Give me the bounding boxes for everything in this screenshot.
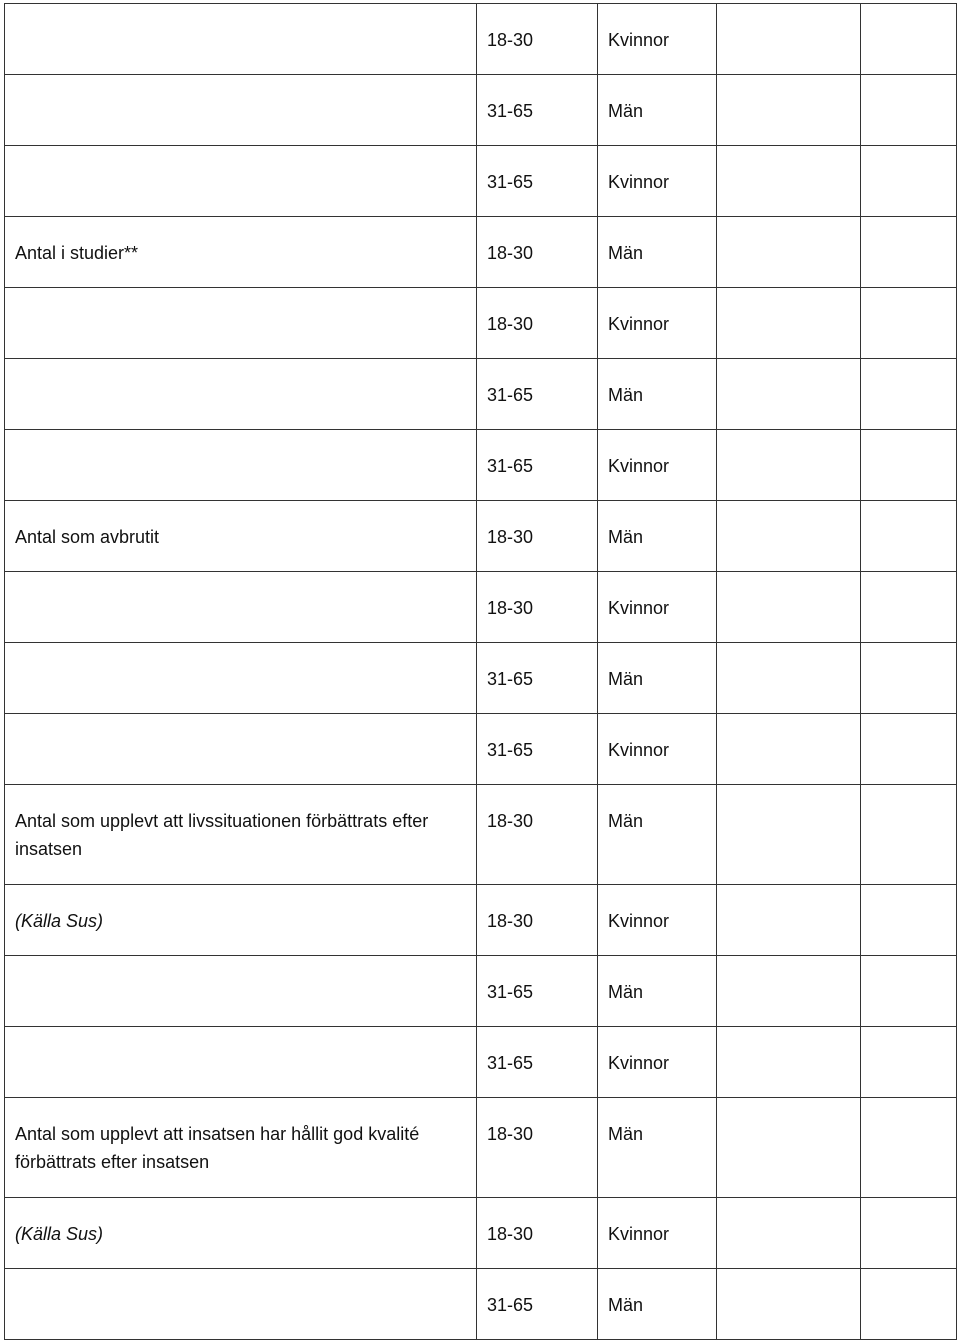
row-label xyxy=(5,1269,477,1340)
table-row xyxy=(5,785,957,885)
row-label: Antal som avbrutit xyxy=(5,501,477,572)
table-row xyxy=(5,572,957,643)
statistics-table xyxy=(4,3,957,1340)
value-cell xyxy=(861,1027,957,1098)
value-cell xyxy=(717,1098,861,1198)
age-cell: 31-65 xyxy=(477,359,598,430)
value-cell xyxy=(861,785,957,885)
row-label: Antal i studier** xyxy=(5,217,477,288)
value-cell xyxy=(861,714,957,785)
table-row xyxy=(5,643,957,714)
value-cell xyxy=(861,956,957,1027)
table-row xyxy=(5,359,957,430)
value-cell xyxy=(717,501,861,572)
age-cell: 31-65 xyxy=(477,956,598,1027)
gender-cell: Kvinnor xyxy=(598,1027,717,1098)
value-cell xyxy=(861,288,957,359)
value-cell xyxy=(861,501,957,572)
value-cell xyxy=(861,1198,957,1269)
value-cell xyxy=(861,1098,957,1198)
table-row xyxy=(5,1198,957,1269)
gender-cell: Kvinnor xyxy=(598,885,717,956)
row-label xyxy=(5,1027,477,1098)
gender-cell: Män xyxy=(598,956,717,1027)
gender-cell: Män xyxy=(598,785,717,885)
value-cell xyxy=(861,75,957,146)
age-cell: 18-30 xyxy=(477,288,598,359)
value-cell xyxy=(717,643,861,714)
age-cell: 18-30 xyxy=(477,572,598,643)
value-cell xyxy=(717,572,861,643)
gender-cell: Män xyxy=(598,75,717,146)
table-row xyxy=(5,956,957,1027)
value-cell xyxy=(717,885,861,956)
age-cell: 31-65 xyxy=(477,714,598,785)
table-row xyxy=(5,4,957,75)
row-label xyxy=(5,430,477,501)
row-label: Antal som upplevt att livssituationen förbättrats efter insatsen xyxy=(5,785,477,885)
table-row xyxy=(5,288,957,359)
age-cell: 31-65 xyxy=(477,146,598,217)
value-cell xyxy=(717,217,861,288)
value-cell xyxy=(717,1198,861,1269)
value-cell xyxy=(717,714,861,785)
gender-cell: Män xyxy=(598,1098,717,1198)
source-note: (Källa Sus) xyxy=(5,1198,477,1269)
value-cell xyxy=(861,643,957,714)
table-row xyxy=(5,501,957,572)
gender-cell: Kvinnor xyxy=(598,1198,717,1269)
row-label xyxy=(5,643,477,714)
table-row xyxy=(5,146,957,217)
value-cell xyxy=(717,785,861,885)
value-cell xyxy=(861,430,957,501)
row-label: Antal som upplevt att insatsen har hållit god kvalité förbättrats efter insatsen xyxy=(5,1098,477,1198)
table-row xyxy=(5,217,957,288)
value-cell xyxy=(861,359,957,430)
age-cell: 31-65 xyxy=(477,1269,598,1340)
table-row xyxy=(5,1269,957,1340)
gender-cell: Män xyxy=(598,643,717,714)
value-cell xyxy=(717,75,861,146)
value-cell xyxy=(861,1269,957,1340)
age-cell: 31-65 xyxy=(477,643,598,714)
row-label xyxy=(5,714,477,785)
table-row xyxy=(5,1098,957,1198)
table-row xyxy=(5,1027,957,1098)
age-cell: 31-65 xyxy=(477,1027,598,1098)
value-cell xyxy=(717,1269,861,1340)
table-body xyxy=(5,4,957,1340)
gender-cell: Kvinnor xyxy=(598,572,717,643)
value-cell xyxy=(861,885,957,956)
row-label xyxy=(5,956,477,1027)
value-cell xyxy=(717,146,861,217)
row-label xyxy=(5,4,477,75)
value-cell xyxy=(861,572,957,643)
age-cell: 31-65 xyxy=(477,75,598,146)
age-cell: 31-65 xyxy=(477,430,598,501)
gender-cell: Kvinnor xyxy=(598,4,717,75)
age-cell: 18-30 xyxy=(477,1098,598,1198)
age-cell: 18-30 xyxy=(477,217,598,288)
age-cell: 18-30 xyxy=(477,501,598,572)
table-row xyxy=(5,885,957,956)
row-label xyxy=(5,146,477,217)
value-cell xyxy=(717,1027,861,1098)
value-cell xyxy=(717,956,861,1027)
value-cell xyxy=(717,430,861,501)
gender-cell: Kvinnor xyxy=(598,714,717,785)
gender-cell: Kvinnor xyxy=(598,146,717,217)
table-row xyxy=(5,714,957,785)
age-cell: 18-30 xyxy=(477,785,598,885)
age-cell: 18-30 xyxy=(477,4,598,75)
row-label xyxy=(5,288,477,359)
table-row xyxy=(5,430,957,501)
source-note: (Källa Sus) xyxy=(5,885,477,956)
value-cell xyxy=(861,146,957,217)
value-cell xyxy=(717,4,861,75)
row-label xyxy=(5,359,477,430)
gender-cell: Män xyxy=(598,217,717,288)
row-label xyxy=(5,75,477,146)
gender-cell: Män xyxy=(598,1269,717,1340)
gender-cell: Kvinnor xyxy=(598,288,717,359)
age-cell: 18-30 xyxy=(477,1198,598,1269)
value-cell xyxy=(717,288,861,359)
gender-cell: Män xyxy=(598,501,717,572)
gender-cell: Kvinnor xyxy=(598,430,717,501)
age-cell: 18-30 xyxy=(477,885,598,956)
table-row xyxy=(5,75,957,146)
value-cell xyxy=(717,359,861,430)
gender-cell: Män xyxy=(598,359,717,430)
row-label xyxy=(5,572,477,643)
value-cell xyxy=(861,4,957,75)
value-cell xyxy=(861,217,957,288)
